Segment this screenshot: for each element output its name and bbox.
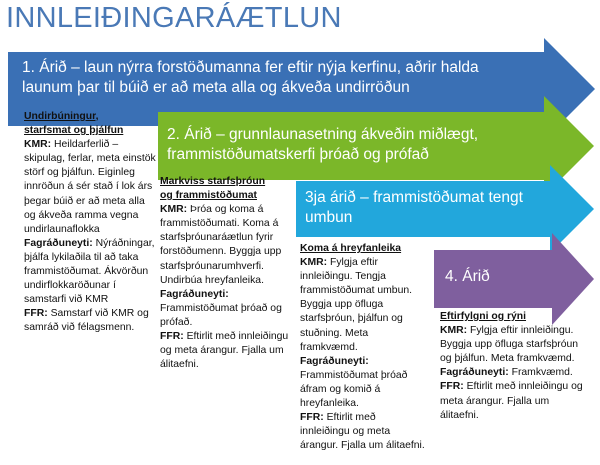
kmr-label: KMR:	[440, 325, 468, 337]
ffr-label: FFR:	[300, 412, 324, 424]
ffr-label: FFR:	[160, 331, 184, 343]
fagraduneyti-text: Frammistöðumat þróað áfram og komið á hreyfanleika.	[300, 369, 408, 410]
column-year-3	[300, 242, 428, 453]
arrow-year-4-text: 4. Árið	[445, 268, 490, 285]
fagraduneyti-label: Fagráðuneyti:	[24, 237, 93, 249]
fagraduneyti-label: Fagráðuneyti:	[160, 288, 229, 300]
column-heading: og frammistöðumat	[160, 190, 257, 202]
ffr-text: Eftirlit með innleiðingu og meta árangur. Fjalla um álitaefni.	[300, 412, 425, 452]
page-title: INNLEIÐINGARÁÆTLUN	[6, 2, 342, 34]
arrow-year-1-text: 1. Árið – laun nýrra forstöðumanna fer eftir nýja kerfinu, aðrir halda launum þar til búið er að meta alla og ákveða undirröðun	[22, 59, 479, 96]
arrow-year-3-text: 3ja árið – frammistöðumat tengt umbun	[305, 189, 523, 226]
column-heading: Undirbúningur,	[24, 111, 99, 122]
ffr-text: Eftirlit með innleiðingu og meta árangur. Fjalla um álitaefni.	[160, 331, 289, 371]
ffr-text: Eftirlit með innleiðingu og meta árangur. Fjalla um álitaefni.	[440, 381, 583, 421]
fagraduneyti-text: Frammistöðumat þróað og prófað.	[160, 302, 282, 328]
column-heading: Markviss starfsþróun	[160, 176, 266, 187]
kmr-label: KMR:	[300, 257, 328, 269]
fagraduneyti-text: Framkvæmd.	[511, 367, 573, 379]
kmr-label: KMR:	[160, 204, 188, 216]
column-heading: Eftirfylgni og rýni	[440, 311, 527, 322]
ffr-label: FFR:	[24, 308, 48, 320]
column-year-1	[24, 110, 158, 336]
kmr-label: KMR:	[24, 139, 52, 151]
fagraduneyti-text: Nýráðningar, þjálfa lykilaðila til að taka frammistöðumat. Ákvörðun undirflokkaröðunar í samstarfi við KMR	[24, 237, 155, 306]
fagraduneyti-label: Fagráðuneyti:	[440, 367, 509, 379]
column-heading: Koma á hreyfanleika	[300, 243, 402, 254]
kmr-text: Heildarferlið – skipulag, ferlar, meta einstök störf og þjálfun. Eiginleg innröðun á sér stað í lok árs þegar búið er að meta alla og ákveða ramma vegna undirlaunaflokka	[24, 139, 156, 235]
fagraduneyti-label: Fagráðuneyti:	[300, 355, 369, 367]
column-year-4	[440, 310, 590, 423]
arrow-year-2-text: 2. Árið – grunnlaunasetning ákveðin miðlægt, frammistöðumatskerfi þróað og prófað	[167, 126, 479, 163]
kmr-text: Fylgja eftir innleiðingu. Tengja frammistöðumat umbun. Byggja upp öfluga starfsþróun, þjálfun og stuðning. Meta framkvæmd.	[300, 257, 413, 353]
column-year-2	[160, 175, 294, 372]
kmr-text: Fylgja eftir innleiðingu. Byggja upp öfluga starfsþróun og þjálfun. Meta framkvæmd.	[440, 325, 579, 365]
ffr-label: FFR:	[440, 381, 464, 393]
ffr-text: Samstarf við KMR og samráð við félagsmenn.	[24, 308, 149, 334]
column-heading: starfsmat og þjálfun	[24, 125, 124, 137]
kmr-text: Þróa og koma á frammistöðumati. Koma á starfsþróunaráætlun fyrir forstöðumenn. Byggja upp starfsþróunarumhverfi. Undirbúa hreyfanleika.	[160, 204, 282, 286]
